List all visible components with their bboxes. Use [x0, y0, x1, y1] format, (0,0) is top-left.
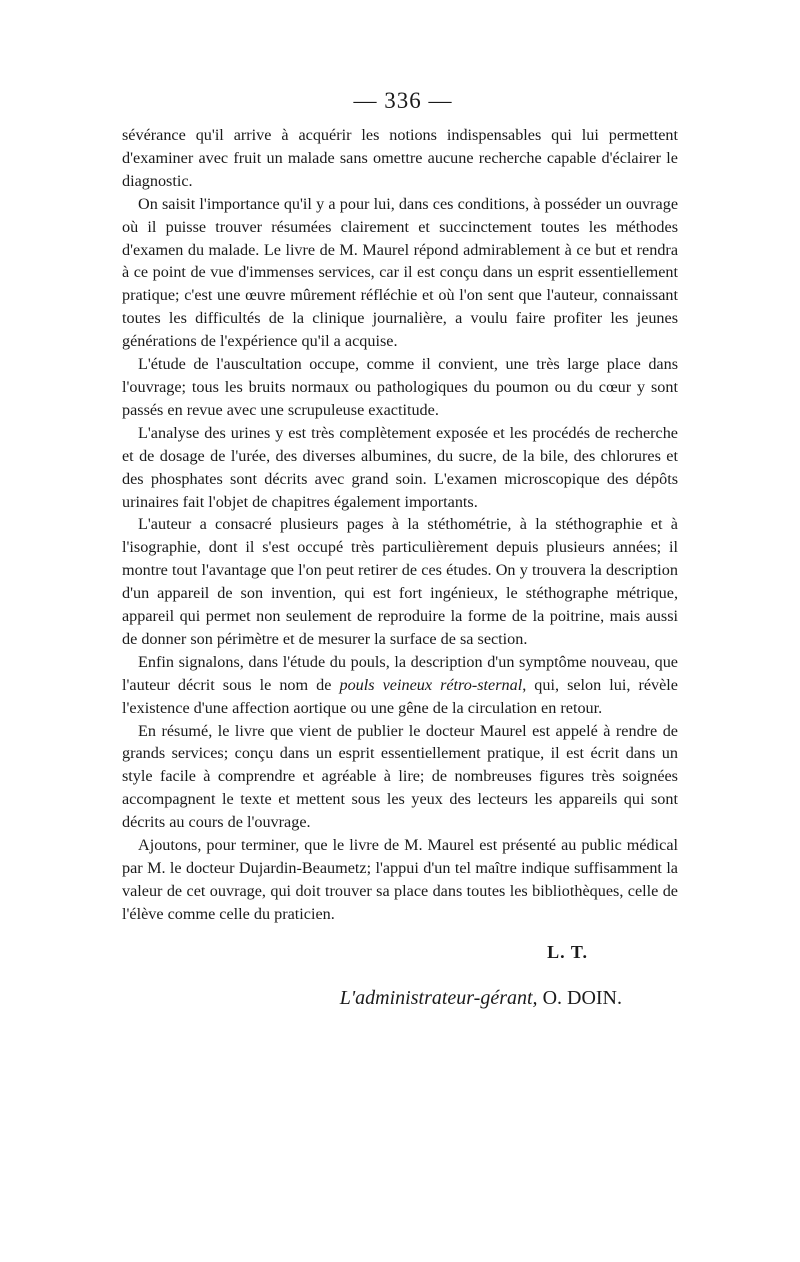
paragraph-2: On saisit l'importance qu'il y a pour lui, dans ces conditions, à posséder un ouvrage où il puisse trouver résumées clairement et succinctement toutes les méthodes d'examen du malade. Le livre de M. Maurel répond admirablement à ce but et rendra à ce point de vue d'immenses services, car il est conçu dans un esprit essentiellement pratique; c'est une œuvre mûrement réfléchie et où l'on sent que l'auteur, connaissant toutes les difficultés de la clinique journalière, a voulu faire profiter les jeunes générations de l'expérience qu'il a acquise. — [122, 194, 678, 351]
imprint-name: O. DOIN. — [542, 986, 622, 1009]
paragraph-6 — [122, 651, 678, 720]
paragraph-7: En résumé, le livre que vient de publier le docteur Maurel est appelé à rendre de grands services; conçu dans un esprit essentiellement pratique, il est écrit dans un style facile à comprendre et agréable à lire; de nombreuses figures très soignées accompagnent le texte et mettent sous les yeux des lecteurs les appareils qui sont décrits au cours de l'ouvrage. — [122, 721, 678, 832]
paragraph-8: Ajoutons, pour terminer, que le livre de M. Maurel est présenté au public médical par M. le docteur Dujardin-Beaumetz; l'appui d'un tel maître indique suffisamment la valeur de cet ouvrage, qui doit trouver sa place dans toutes les bibliothèques, celle de l'élève comme celle du praticien. — [122, 836, 678, 923]
page-number: — 336 — — [353, 88, 453, 113]
paragraph-1: sévérance qu'il arrive à acquérir les notions indispensables qui lui permettent d'examiner avec fruit un malade sans omettre aucune recherche capable d'éclairer le diagnostic. — [122, 126, 678, 190]
paragraph-6-italic-term: pouls veineux rétro-sternal — [339, 675, 523, 694]
author-signature: L. T. — [547, 941, 588, 962]
imprint-role: L'administrateur-gérant, — [339, 986, 538, 1009]
paragraph-6-text-after: , qui, selon lui, révèle l'existence d'une affection aortique ou une gêne de la circulation en retour. — [122, 675, 678, 717]
paragraph-5: L'auteur a consacré plusieurs pages à la stéthométrie, à la stéthographie et à l'isographie, dont il s'est occupé très particulièrement depuis plusieurs années; il montre tout l'avantage que l'on peut retirer de ces études. On y trouvera la description d'un appareil de son invention, qui est fort ingénieux, le stéthographe métrique, appareil qui permet non seulement de reproduire la forme de la poitrine, mais aussi de donner son périmètre et de mesurer la surface de sa section. — [122, 515, 678, 648]
paragraph-4: L'analyse des urines y est très complètement exposée et les procédés de recherche et de dosage de l'urée, des diverses albumines, du sucre, de la bile, des chlorures et des phosphates sont décrits avec grand soin. L'examen microscopique des dépôts urinaires fait l'objet de chapitres également importants. — [122, 423, 678, 511]
imprint-line — [122, 987, 622, 1010]
paragraph-3: L'étude de l'auscultation occupe, comme il convient, une très large place dans l'ouvrage; tous les bruits normaux ou pathologiques du poumon ou du cœur y sont passés en revue avec une scrupuleuse exactitude. — [122, 355, 678, 419]
document-page — [122, 86, 678, 1010]
paragraph-6-text-before: Enfin signalons, dans l'étude du pouls, la description d'un symptôme nouveau, que l'auteur décrit sous le nom de — [122, 652, 678, 694]
